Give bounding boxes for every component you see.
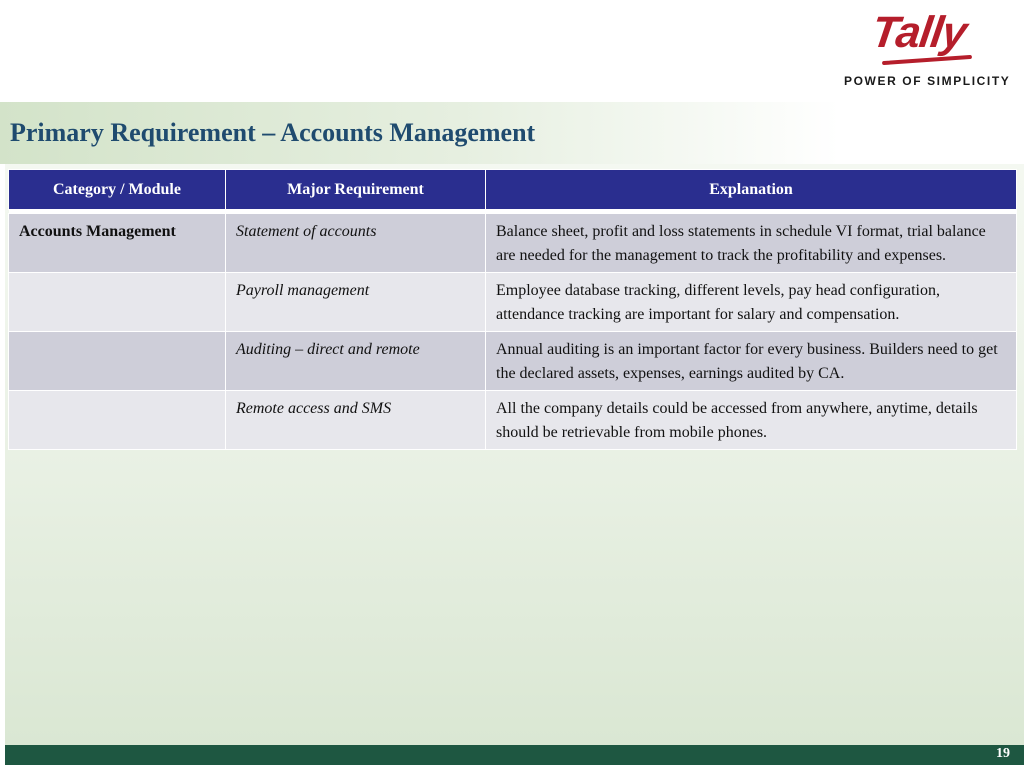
table-header-row <box>9 170 1017 210</box>
tally-logo <box>842 8 1012 90</box>
header-category: Category / Module <box>9 170 226 210</box>
row-explanation: All the company details could be accessed from anywhere, anytime, details should be retrievable from mobile phones. <box>486 391 1017 450</box>
row-requirement: Statement of accounts <box>226 214 486 273</box>
page-number: 19 <box>996 746 1010 761</box>
slide-title: Primary Requirement – Accounts Management <box>10 118 536 147</box>
logo-wordmark: Tally <box>868 8 970 57</box>
row-requirement: Auditing – direct and remote <box>226 332 486 391</box>
row-category <box>9 391 226 450</box>
requirements-table <box>8 169 1017 450</box>
row-explanation: Employee database tracking, different levels, pay head configuration, attendance tracking are important for salary and compensation. <box>486 273 1017 332</box>
table-row <box>9 332 1017 391</box>
row-explanation: Balance sheet, profit and loss statements in schedule VI format, trial balance are needed for the management to track the profitability and expenses. <box>486 214 1017 273</box>
table-row <box>9 273 1017 332</box>
row-requirement: Payroll management <box>226 273 486 332</box>
row-category <box>9 332 226 391</box>
row-requirement: Remote access and SMS <box>226 391 486 450</box>
row-explanation: Annual auditing is an important factor for every business. Builders need to get the declared assets, expenses, earnings audited by CA. <box>486 332 1017 391</box>
row-category <box>9 273 226 332</box>
row-category: Accounts Management <box>9 214 226 273</box>
logo-tagline: POWER OF SIMPLICITY <box>844 74 1011 88</box>
header-explanation: Explanation <box>486 170 1017 210</box>
table-row <box>9 391 1017 450</box>
footer-bar <box>5 745 1024 765</box>
table-row <box>9 214 1017 273</box>
header-requirement: Major Requirement <box>226 170 486 210</box>
